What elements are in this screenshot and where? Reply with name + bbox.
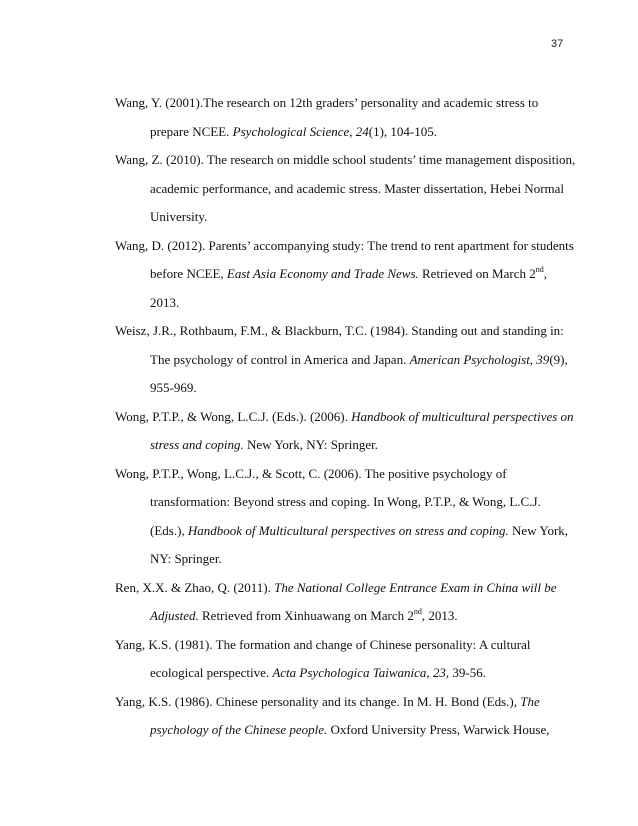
reference-entry [115, 317, 585, 403]
reference-line [115, 460, 585, 489]
reference-line [115, 289, 585, 318]
reference-entry [115, 146, 585, 232]
reference-text: transformation: Beyond stress and coping. In Wong, P.T.P., & Wong, L.C.J. [150, 494, 541, 509]
superscript-text: nd [535, 264, 544, 274]
reference-entry [115, 688, 585, 745]
reference-line [115, 317, 585, 346]
reference-line [115, 118, 585, 147]
reference-line [115, 374, 585, 403]
italic-text: East Asia Economy and Trade News. [226, 266, 419, 281]
italic-text: Handbook of multicultural perspectives on [351, 408, 574, 424]
reference-entry [115, 89, 585, 146]
reference-entry [115, 232, 585, 318]
reference-line [115, 346, 585, 375]
italic-text: American Psychologist, 39 [409, 351, 550, 367]
reference-text: 39-56. [449, 665, 487, 680]
reference-line [115, 89, 585, 118]
reference-list [115, 89, 585, 745]
reference-text: Yang, K.S. (1981). The formation and change of Chinese personality: A cultural [115, 636, 531, 652]
reference-text: The psychology of control in America and Japan. [150, 351, 410, 367]
reference-text: Wong, P.T.P., & Wong, L.C.J. (Eds.). (2006). [115, 408, 352, 424]
reference-text: Retrieved on March 2 [418, 266, 536, 281]
reference-text: Oxford University Press, Warwick House, [327, 722, 550, 737]
reference-text: , 2013. [421, 608, 458, 623]
reference-text: New York, NY: Springer. [243, 437, 379, 452]
reference-entry [115, 574, 585, 631]
reference-line [115, 146, 585, 175]
reference-text: University. [150, 209, 208, 224]
italic-text: Handbook of Multicultural perspectives on stress and coping. [187, 522, 509, 538]
reference-entry [115, 631, 585, 688]
reference-text: Wang, Y. (2001).The research on 12th graders’ personality and academic stress to [115, 95, 539, 110]
italic-text: The National College Entrance Exam in China will be [274, 579, 557, 595]
reference-line [115, 659, 585, 688]
reference-text: prepare NCEE. [150, 123, 233, 139]
reference-line [115, 488, 585, 517]
reference-text: academic performance, and academic stress. Master dissertation, Hebei Normal [150, 180, 565, 196]
reference-line [115, 403, 585, 432]
reference-text: New York, [508, 522, 569, 538]
reference-text: Wong, P.T.P., Wong, L.C.J., & Scott, C. (2006). The positive psychology of [115, 465, 507, 481]
reference-text: Yang, K.S. (1986). Chinese personality and its change. In M. H. Bond (Eds.), [115, 693, 521, 709]
reference-text: 2013. [150, 294, 180, 310]
reference-text: , [543, 266, 547, 281]
reference-text: (1), 104-105. [368, 123, 438, 139]
reference-text: NY: Springer. [150, 551, 222, 566]
reference-text: ecological perspective. [150, 665, 273, 680]
reference-entry [115, 460, 585, 574]
reference-line [115, 688, 585, 717]
reference-line [115, 631, 585, 660]
reference-text: Weisz, J.R., Rothbaum, F.M., & Blackburn, T.C. (1984). Standing out and standing in: [115, 323, 564, 338]
reference-line [115, 716, 585, 745]
italic-text: Psychological Science, 24 [232, 123, 369, 139]
reference-line [115, 203, 585, 232]
reference-line [115, 545, 585, 574]
italic-text: Adjusted. [150, 608, 199, 623]
reference-text: Ren, X.X. & Zhao, Q. (2011). [115, 579, 275, 595]
reference-line [115, 175, 585, 204]
reference-line [115, 574, 585, 603]
reference-line [115, 431, 585, 460]
italic-text: The [520, 693, 540, 709]
reference-text: Retrieved from Xinhuawang on March 2 [198, 608, 414, 623]
reference-text: (9), [549, 351, 568, 367]
page-number: 37 [551, 38, 564, 50]
reference-line [115, 602, 585, 631]
reference-text: 955-969. [150, 380, 197, 395]
reference-text: before NCEE, [150, 266, 227, 281]
reference-text: Wang, Z. (2010). The research on middle school students’ time management disposition, [115, 152, 576, 167]
reference-entry [115, 403, 585, 460]
reference-text: Wang, D. (2012). Parents’ accompanying study: The trend to rent apartment for students [115, 237, 574, 253]
italic-text: Acta Psychologica Taiwanica, 23, [272, 665, 450, 680]
italic-text: psychology of the Chinese people. [150, 722, 328, 737]
reference-line [115, 260, 585, 289]
reference-line [115, 517, 585, 546]
superscript-text: nd [413, 606, 422, 616]
reference-line [115, 232, 585, 261]
italic-text: stress and coping. [150, 437, 244, 452]
reference-text: (Eds.), [150, 522, 188, 538]
